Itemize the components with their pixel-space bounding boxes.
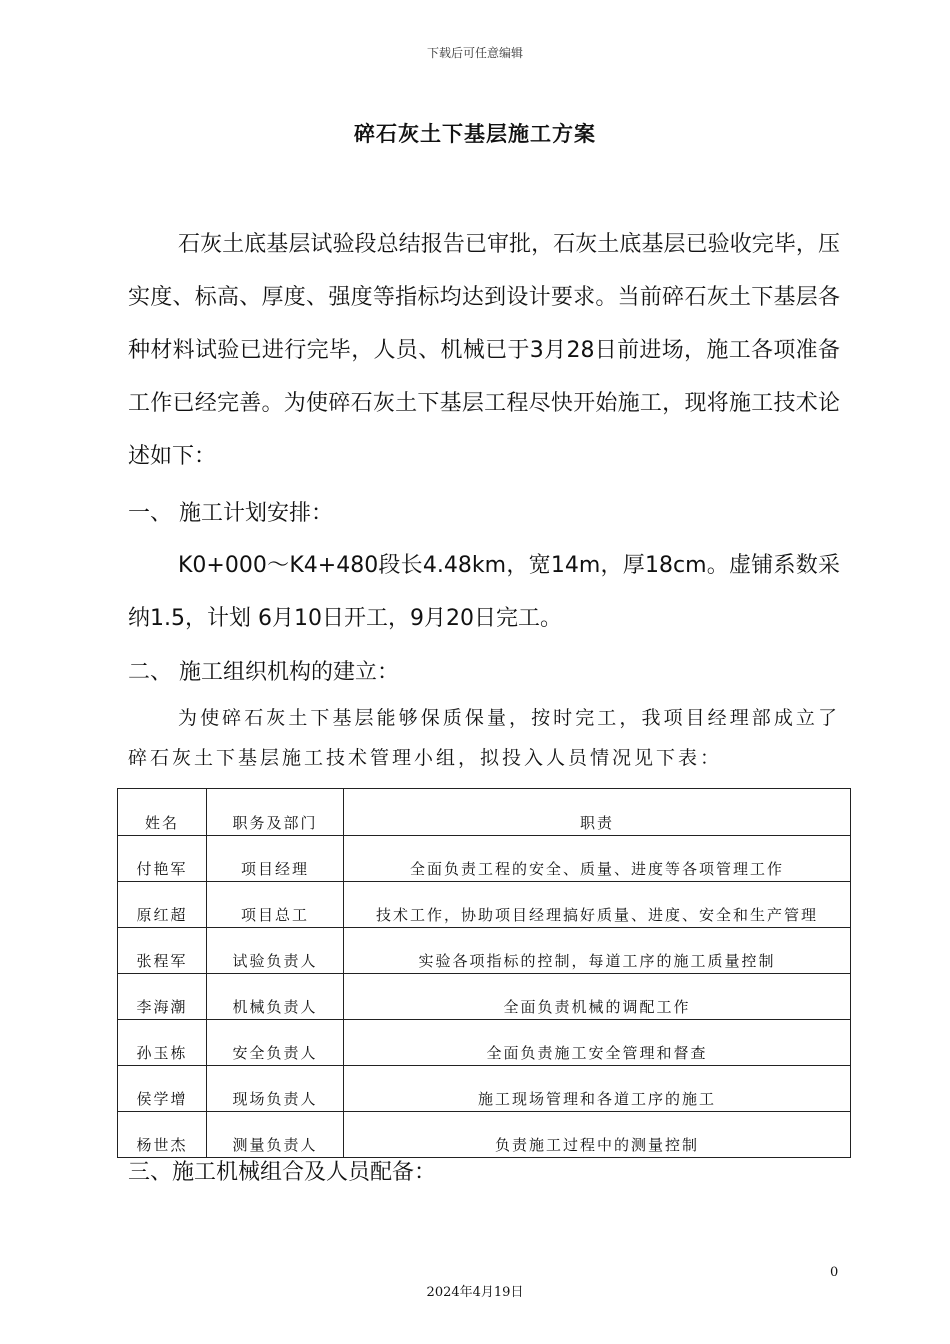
cell-duty: 全面负责工程的安全、质量、进度等各项管理工作: [344, 836, 851, 882]
footer-date: 2024年4月19日: [426, 1285, 524, 1300]
cell-position: 项目经理: [207, 836, 344, 882]
cell-duty: 全面负责机械的调配工作: [344, 974, 851, 1020]
section1-heading: 一、 施工计划安排：: [128, 501, 333, 526]
cell-name: 侯学增: [118, 1066, 207, 1112]
section2: [128, 646, 840, 699]
document-title: 碎石灰土下基层施工方案: [354, 122, 596, 146]
cell-duty: 技术工作，协助项目经理搞好质量、进度、安全和生产管理: [344, 882, 851, 928]
section2-body-block: [128, 698, 840, 778]
cell-position: 机械负责人: [207, 974, 344, 1020]
table-row: [118, 928, 851, 974]
cell-name: 杨世杰: [118, 1112, 207, 1158]
cell-duty: 负责施工过程中的测量控制: [344, 1112, 851, 1158]
header-position: 职务及部门: [207, 789, 344, 836]
section3-heading: 三、施工机械组合及人员配备：: [128, 1160, 437, 1185]
table-row: [118, 1066, 851, 1112]
cell-duty: 实验各项指标的控制，每道工序的施工质量控制: [344, 928, 851, 974]
table-header-row: [118, 789, 851, 836]
staff-table: [117, 788, 851, 1158]
cell-name: 付艳军: [118, 836, 207, 882]
header-name: 姓名: [118, 789, 207, 836]
table-row: [118, 836, 851, 882]
cell-name: 孙玉栋: [118, 1020, 207, 1066]
section1-body-block: [128, 539, 840, 645]
intro-paragraph: 石灰土底基层试验段总结报告已审批，石灰土底基层已验收完毕，压实度、标高、厚度、强度等指标均达到设计要求。当前碎石灰土下基层各种材料试验已进行完毕，人员、机械已于3月28日前进场，施工各项准备工作已经完善。为使碎石灰土下基层工程尽快开始施工，现将施工技术论述如下：: [128, 232, 840, 469]
cell-position: 试验负责人: [207, 928, 344, 974]
table-row: [118, 1020, 851, 1066]
cell-position: 项目总工: [207, 882, 344, 928]
section2-body: 为使碎石灰土下基层能够保质保量，按时完工，我项目经理部成立了碎石灰土下基层施工技术管理小组，拟投入人员情况见下表：: [128, 707, 840, 769]
header-note: 下载后可任意编辑: [426, 46, 523, 60]
table-row: [118, 974, 851, 1020]
page-number: 0: [830, 1265, 839, 1280]
cell-name: 张程军: [118, 928, 207, 974]
section2-heading: 二、 施工组织机构的建立：: [128, 660, 399, 685]
header-duty: 职责: [344, 789, 851, 836]
section1-body: K0+000～K4+480段长4.48km，宽14m，厚18cm。虚铺系数采纳1.5，计划 6月10日开工，9月20日完工。: [128, 553, 840, 631]
cell-name: 原红超: [118, 882, 207, 928]
cell-position: 现场负责人: [207, 1066, 344, 1112]
intro-paragraph-block: [128, 218, 840, 483]
section3: [128, 1148, 840, 1198]
cell-name: 李海潮: [118, 974, 207, 1020]
cell-position: 安全负责人: [207, 1020, 344, 1066]
table-row: [118, 882, 851, 928]
section1: [128, 487, 840, 540]
cell-position: 测量负责人: [207, 1112, 344, 1158]
cell-duty: 全面负责施工安全管理和督查: [344, 1020, 851, 1066]
cell-duty: 施工现场管理和各道工序的施工: [344, 1066, 851, 1112]
